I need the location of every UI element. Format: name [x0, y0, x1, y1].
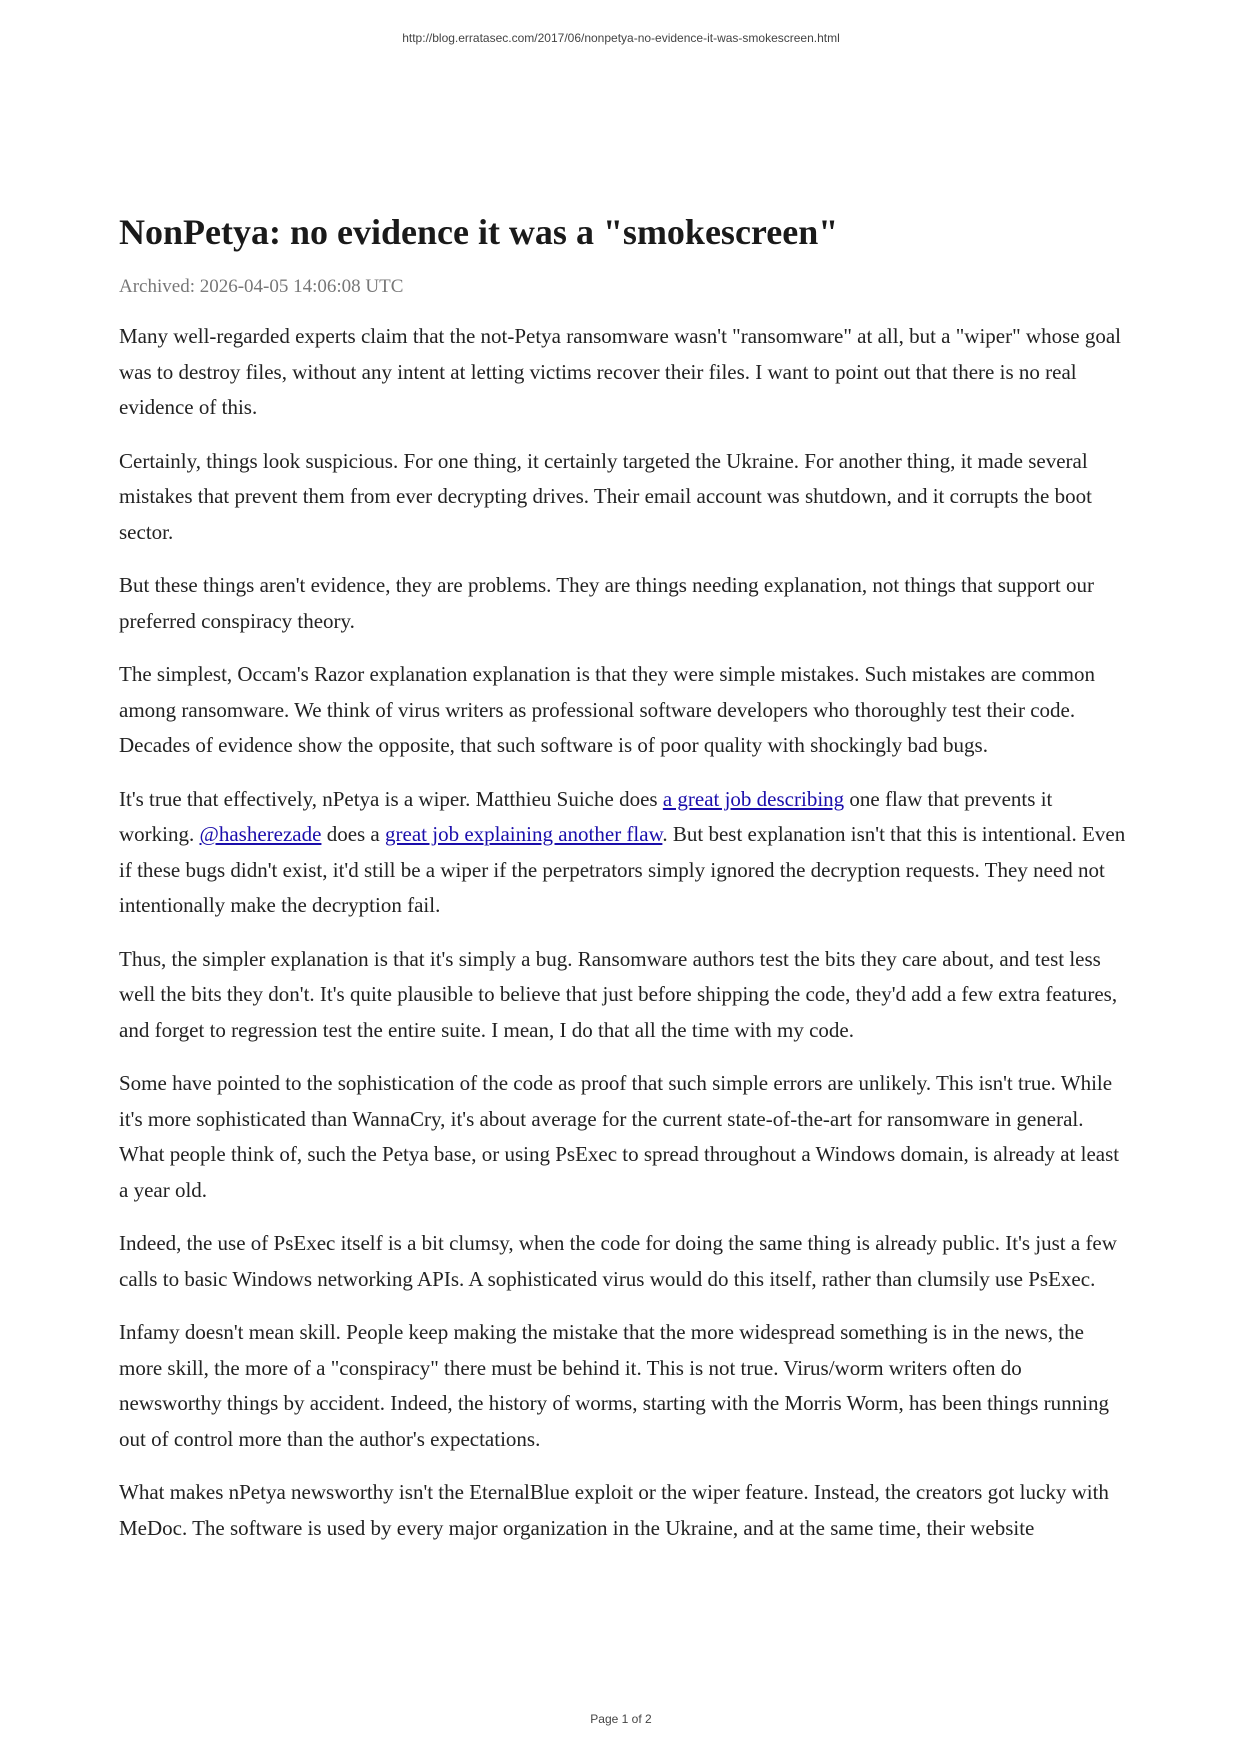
- archived-timestamp: Archived: 2026-04-05 14:06:08 UTC: [119, 276, 404, 297]
- paragraph: Many well-regarded experts claim that the not-Petya ransomware wasn't "ransomware" at all, but a "wiper" whose goal was to destroy files, without any intent at letting victims recover their files. I want to point out that there is no real evidence of this.: [119, 324, 1121, 419]
- page-number: Page 1 of 2: [590, 1712, 652, 1726]
- paragraph: Infamy doesn't mean skill. People keep making the mistake that the more widespread something is in the news, the more skill, the more of a "conspiracy" there must be behind it. This is not true. Virus/worm writers often do newsworthy things by accident. Indeed, the history of worms, starting with the Morris Worm, has been things running out of control more than the author's expectations.: [119, 1320, 1110, 1451]
- page-url: http://blog.erratasec.com/2017/06/nonpetya-no-evidence-it-was-smokescreen.html: [402, 31, 840, 45]
- paragraph: But these things aren't evidence, they are problems. They are things needing explanation, not things that support our preferred conspiracy theory.: [119, 573, 1094, 633]
- link-hasherezade[interactable]: @hasherezade: [199, 822, 322, 846]
- link-great-job-describing[interactable]: a great job describing: [662, 786, 845, 811]
- paragraph-text: . But best explanation isn't that this is intentional. Even if these bugs didn't exist, it'd still be a wiper if the perpetrators simply ignored the decryption requests. They need not intentionally make the decryption fail.: [119, 822, 1126, 917]
- paragraph: Certainly, things look suspicious. For one thing, it certainly targeted the Ukraine. For another thing, it made several mistakes that prevent them from ever decrypting drives. Their email account was shutdown, and it corrupts the boot sector.: [119, 448, 1092, 544]
- paragraph: The simplest, Occam's Razor explanation explanation is that they were simple mistakes. Such mistakes are common among ransomware. We think of virus writers as professional software developers who thoroughly test their code. Decades of evidence show the opposite, that such software is of poor quality with shockingly bad bugs.: [119, 662, 1095, 757]
- paragraph: Thus, the simpler explanation is that it's simply a bug. Ransomware authors test the bits they care about, and test less well the bits they don't. It's quite plausible to believe that just before shipping the code, they'd add a few extra features, and forget to regression test the entire suite. I mean, I do that all the time with my code.: [119, 946, 1118, 1042]
- paragraph: Indeed, the use of PsExec itself is a bit clumsy, when the code for doing the same thing is already public. It's just a few calls to basic Windows networking APIs. A sophisticated virus would do this itself, rather than clumsily use PsExec.: [119, 1231, 1117, 1291]
- paragraph: [119, 782, 1129, 924]
- link-great-job-explaining[interactable]: great job explaining another flaw: [385, 822, 663, 846]
- article-title: NonPetya: no evidence it was a "smokescreen": [119, 212, 839, 252]
- article-body: [119, 319, 1129, 1546]
- paragraph-text: does a: [321, 822, 386, 846]
- article: [119, 210, 1129, 1546]
- paragraph: What makes nPetya newsworthy isn't the EternalBlue exploit or the wiper feature. Instead, the creators got lucky with MeDoc. The software is used by every major organization in the Ukraine, and at the same time, their website: [119, 1480, 1109, 1540]
- paragraph-text: It's true that effectively, nPetya is a wiper. Matthieu Suiche does: [119, 786, 663, 811]
- paragraph: Some have pointed to the sophistication of the code as proof that such simple errors are unlikely. This isn't true. While it's more sophisticated than WannaCry, it's about average for the current state-of-the-art for ransomware in general. What people think of, such the Petya base, or using PsExec to spread throughout a Windows domain, is already at least a year old.: [119, 1071, 1120, 1202]
- paragraph-text: one flaw that prevents it working.: [119, 786, 1053, 846]
